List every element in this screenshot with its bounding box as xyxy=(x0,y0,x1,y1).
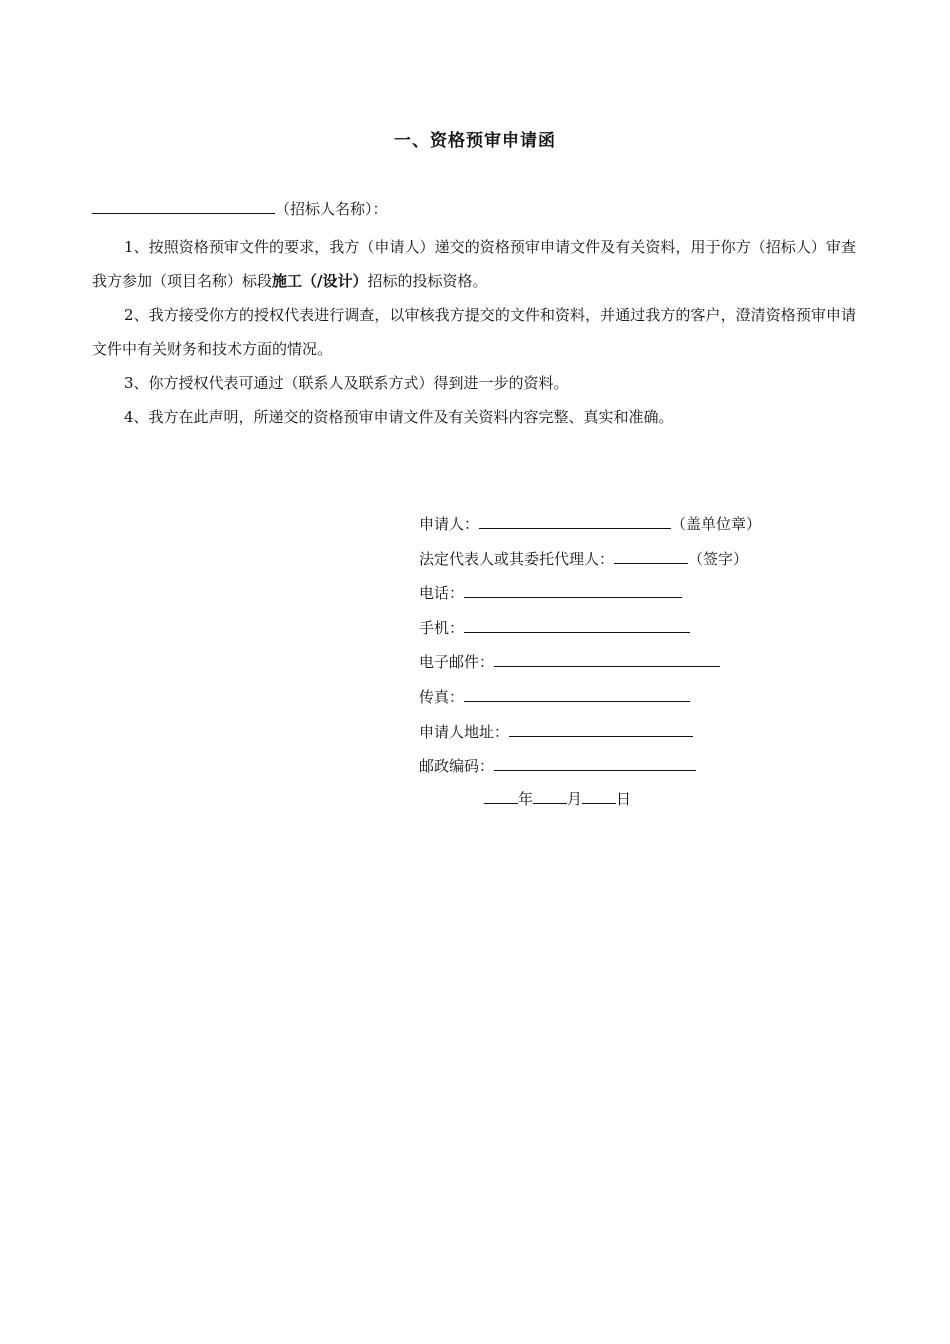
fax-blank[interactable] xyxy=(464,687,690,702)
phone-blank[interactable] xyxy=(464,583,682,598)
year-label: 年 xyxy=(518,790,534,808)
applicant-blank[interactable] xyxy=(479,514,671,529)
legal-rep-blank[interactable] xyxy=(614,549,688,564)
document-title: 一、资格预审申请函 xyxy=(394,131,556,151)
month-label: 月 xyxy=(567,790,583,808)
legal-rep-label: 法定代表人或其委托代理人： xyxy=(419,549,615,568)
address-row xyxy=(419,718,761,753)
signature-block xyxy=(419,510,761,787)
postcode-row xyxy=(419,752,761,787)
fax-label: 传真： xyxy=(419,687,465,706)
addressee-suffix: （招标人名称）： xyxy=(275,200,388,218)
address-blank[interactable] xyxy=(509,722,693,737)
mobile-row xyxy=(419,614,761,649)
tenderer-name-blank[interactable] xyxy=(92,199,275,214)
date-row xyxy=(484,788,631,809)
paragraph-4: 4、我方在此声明，所递交的资格预审申请文件及有关资料内容完整、真实和准确。 xyxy=(124,408,674,426)
address-label: 申请人地址： xyxy=(419,722,510,741)
letter-body xyxy=(92,230,856,434)
email-label: 电子邮件： xyxy=(419,653,495,672)
legal-rep-note: （签字） xyxy=(688,549,749,568)
paragraph-1 xyxy=(92,230,856,298)
phone-row xyxy=(419,579,761,614)
legal-rep-row xyxy=(419,545,761,580)
paragraph-2: 2、我方接受你方的授权代表进行调查，以审核我方提交的文件和资料，并通过我方的客户，澄清资格预审申请文件中有关财务和技术方面的情况。 xyxy=(92,306,856,358)
fax-row xyxy=(419,683,761,718)
paragraph-3: 3、你方授权代表可通过（联系人及联系方式）得到进一步的资料。 xyxy=(124,374,569,392)
postcode-label: 邮政编码： xyxy=(419,757,495,776)
day-label: 日 xyxy=(616,790,632,808)
paragraph-1-bold: 施工（/设计） xyxy=(272,272,368,290)
applicant-row xyxy=(419,510,761,545)
applicant-note: （盖单位章） xyxy=(671,515,762,533)
mobile-blank[interactable] xyxy=(464,618,690,633)
email-row xyxy=(419,648,761,683)
day-blank[interactable] xyxy=(582,789,616,804)
addressee-line xyxy=(92,198,388,219)
month-blank[interactable] xyxy=(533,789,567,804)
paragraph-1-before: 1、按照资格预审文件的要求，我方（申请人）递交的资格预审申请文件及有关资料，用于你方（招标人）审查我方参加（项目名称）标段 xyxy=(92,238,856,290)
postcode-blank[interactable] xyxy=(494,756,696,771)
applicant-label: 申请人： xyxy=(419,515,480,533)
mobile-label: 手机： xyxy=(419,618,465,637)
year-blank[interactable] xyxy=(484,789,518,804)
email-blank[interactable] xyxy=(494,652,720,667)
paragraph-1-after: 招标的投标资格。 xyxy=(367,272,488,290)
phone-label: 电话： xyxy=(419,584,465,603)
